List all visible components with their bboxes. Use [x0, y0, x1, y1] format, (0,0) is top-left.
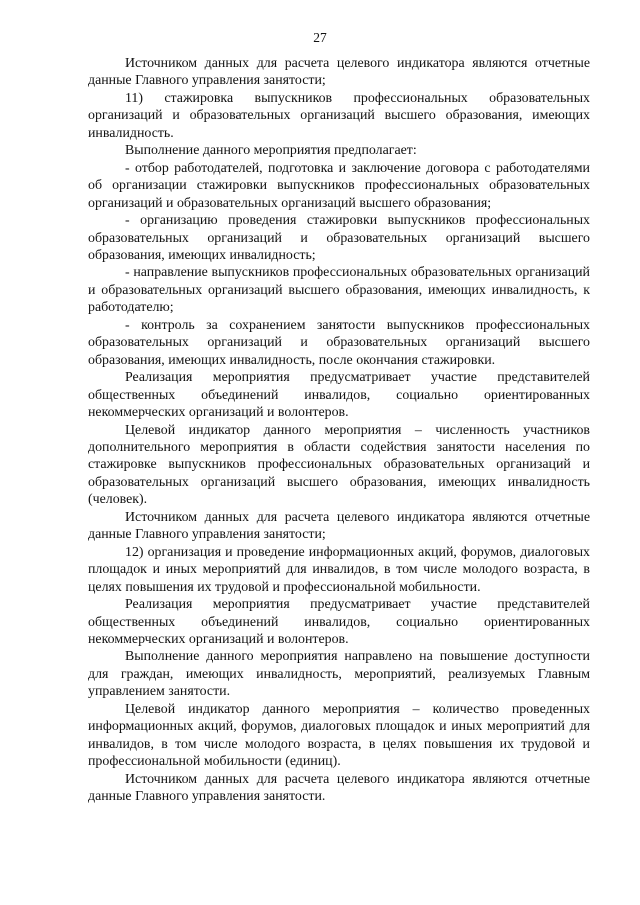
paragraph-participation-1: Реализация мероприятия предусматривает участие представителей общественных объединений инвалидов, социально ориентированных некоммерческих организаций и волонтеров.	[88, 370, 590, 421]
paragraph-data-source-2: Источником данных для расчета целевого индикатора являются отчетные данные Главного управления занятости;	[88, 509, 590, 543]
document-body	[88, 55, 590, 805]
paragraph-item-12: 12) организация и проведение информационных акций, форумов, диалоговых площадок и иных мероприятий для инвалидов, в том числе молодого возраста, в целях повышения их трудовой и профессиональной мобильности.	[88, 544, 590, 595]
paragraph-implementation-intro: Выполнение данного мероприятия предполагает:	[125, 143, 417, 159]
paragraph-bullet-internship-organization: - организацию проведения стажировки выпускников профессиональных образовательных организаций и образовательных организаций высшего образования, имеющих инвалидность;	[88, 213, 590, 263]
paragraph-data-source-1: Источником данных для расчета целевого индикатора являются отчетные данные Главного управления занятости;	[88, 56, 590, 89]
paragraph-bullet-employer-selection: - отбор работодателей, подготовка и заключение договора с работодателями об организации стажировки выпускников профессиональных образовательных организаций и образовательных организаций высшего образования;	[88, 160, 590, 211]
paragraph-target-indicator-2: Целевой индикатор данного мероприятия – количество проведенных информационных акций, форумов, диалоговых площадок и иных мероприятий для инвалидов, в том числе молодого возраста, в целях повышения их трудовой и профессиональной мобильности (единиц).	[88, 701, 590, 770]
paragraph-bullet-employment-control: - контроль за сохранением занятости выпускников профессиональных образовательных организаций и образовательных организаций высшего образования, имеющих инвалидность, после окончания стажировки.	[88, 317, 590, 368]
paragraph-target-indicator-1: Целевой индикатор данного мероприятия – численность участников дополнительного мероприятия в области содействия занятости населения по стажировке выпускников профессиональных образовательных организаций и образовательных организаций высшего образования, имеющих инвалидность (человек).	[88, 422, 590, 508]
paragraph-bullet-graduate-referral: - направление выпускников профессиональных образовательных организаций и образовательных организаций высшего образования, имеющих инвалидность, к работодателю;	[88, 265, 590, 316]
page-number: 27	[313, 30, 327, 45]
paragraph-item-11: 11) стажировка выпускников профессиональных образовательных организаций и образовательных организаций высшего образования, имеющих инвалидность.	[88, 90, 590, 141]
paragraph-participation-2: Реализация мероприятия предусматривает участие представителей общественных объединений инвалидов, социально ориентированных некоммерческих организаций и волонтеров.	[88, 597, 590, 647]
paragraph-accessibility: Выполнение данного мероприятия направлено на повышение доступности для граждан, имеющих инвалидность, мероприятий, реализуемых Главным управлением занятости.	[88, 649, 590, 700]
paragraph-data-source-3: Источником данных для расчета целевого индикатора являются отчетные данные Главного управления занятости.	[88, 771, 590, 805]
